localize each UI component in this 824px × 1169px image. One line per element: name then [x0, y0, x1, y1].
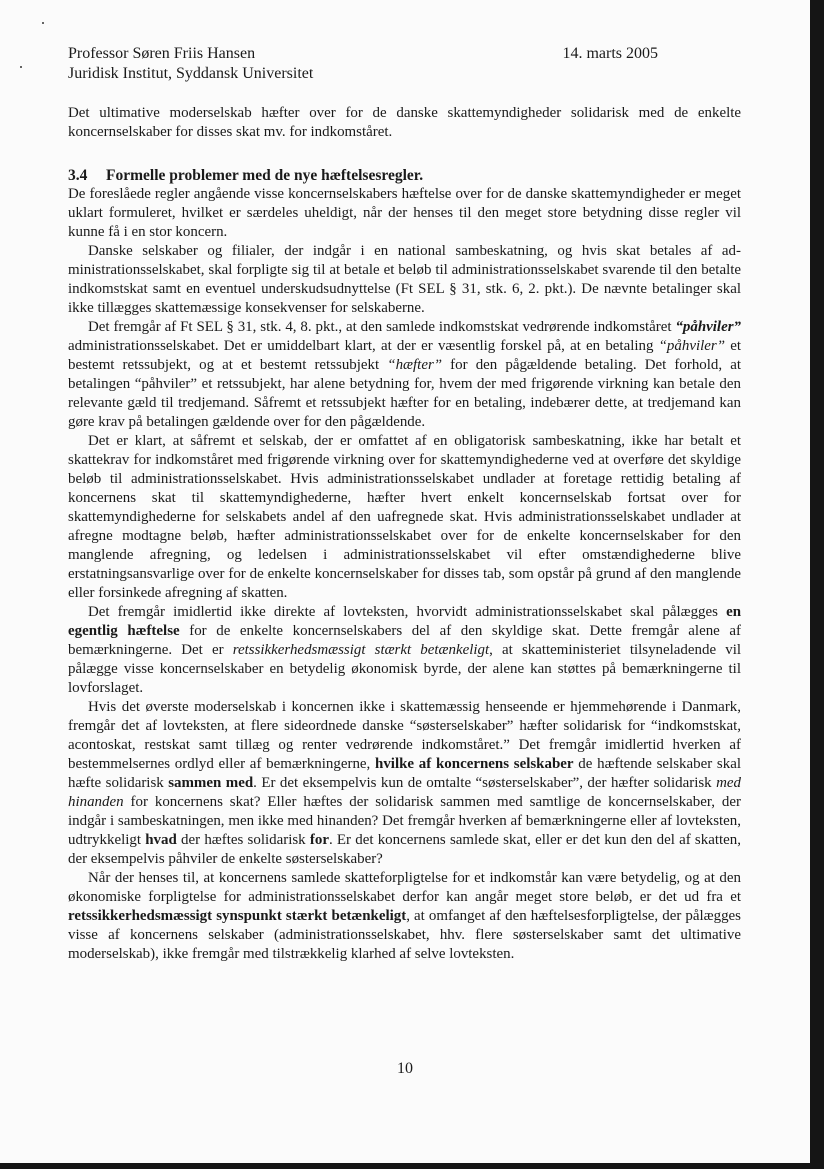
- header-institution: Juridisk Institut, Syddansk Universitet: [68, 65, 314, 82]
- text-run: for de enkelte koncernselskabers del af den skyldige skat. Dette fremgår alene af bemærkningerne. Det er: [68, 623, 741, 658]
- paragraph-5: [68, 603, 741, 698]
- bold-text: hvad: [145, 832, 177, 848]
- paragraph-6: [68, 698, 741, 869]
- bold-text: sammen med: [168, 775, 254, 791]
- text-run: . Er det koncernens samlede skat, eller er det kun den del af skatten, der eksempelvis påhviler de enkelte søsterselskaber?: [68, 832, 741, 867]
- emphasis-text: “hæfter”: [387, 357, 443, 373]
- text-run: . Er det eksempelvis kun de omtalte “søsterselskaber”, der hæfter solidarisk: [253, 775, 717, 791]
- text-run: Det fremgår imidlertid ikke direkte af lovteksten, hvorvidt administrationsselskabet skal pålægges: [88, 604, 727, 620]
- text-run: for koncernens skat? Eller hæftes der solidarisk sammen med samtlige de koncernselskaber, der indgår i sambeskatningen, men ikke med hinanden? Det fremgår hverken af bemærkningerne eller af lovteksten, udtrykkeligt: [68, 794, 741, 848]
- emphasis-text: “påhviler”: [658, 338, 726, 354]
- header-left: [68, 44, 313, 84]
- emphasis-text: “påhviler”: [675, 319, 741, 335]
- scan-border-bottom: [0, 1163, 824, 1169]
- bold-text: en egentlig hæftelse: [68, 604, 741, 639]
- header-date: 14. marts 2005: [562, 45, 658, 62]
- text-run: , at skatteministeriet tilsyneladende vil pålægge visse koncernselskaber en betydelig økonomisk byrde, der alene kan støttes på bemærkningerne til lovforslaget.: [68, 642, 741, 696]
- page-number: 10: [397, 1060, 413, 1077]
- section-title: Formelle problemer med de nye hæftelsesregler.: [106, 167, 424, 184]
- scan-speck: [20, 66, 22, 68]
- paragraph-2: Danske selskaber og filialer, der indgår i en national sambeskatning, og hvis skat betales af administrationsselskabet, skal forpligte sig til at betale et beløb til administrationsselskabet svarende til den betalte indkomstskat samt en eventuel underskudsudnyttelse (Ft SEL § 31, stk. 6, 2. pkt.). De nævnte betalinger skal ikke tillægges skattemæssige konsekvenser for selskaberne.: [68, 243, 741, 316]
- section-number: 3.4: [68, 167, 88, 184]
- text-run: et bestemt retssubjekt, og at et bestemt retssubjekt: [68, 338, 741, 373]
- text-run: for den pågældende betaling. Det forhold, at betalingen “påhviler” et retssubjekt, har alene betydning for, hvem der med frigørende virkning kan betale den relevante gæld til tredjemand. Såfremt et retssubjekt hæfter for en betaling, indebærer dette, at tredjemand kan gøre krav på betalingen gældende over for den pågældende.: [68, 357, 741, 430]
- emphasis-text: retssikkerhedsmæssigt stærkt betænkeligt: [232, 642, 490, 658]
- text-run: Hvis det øverste moderselskab i koncernen ikke i skattemæssig henseende er hjemmehørende i Danmark, fremgår det af lovteksten, at flere sideordnede danske “søsterselskaber” hæfter solidarisk for “indkomstskat, acontoskat, restskat samt tillæg og renter vedrørende indkomståret.” Det fremgår imidlertid hverken af bestemmelsernes ordlyd eller af bemærkningerne,: [68, 699, 741, 772]
- paragraph-7: [68, 869, 741, 964]
- text-run: Når der henses til, at koncernens samlede skatteforpligtelse for et indkomstår kan være betydelig, og at den økonomiske forpligtelse for administrationsselskabet derfor kan angår meget store beløb, er det ud fra et: [68, 870, 741, 905]
- document-body: [68, 104, 741, 964]
- emphasis-text: med hinanden: [68, 775, 741, 810]
- paragraph-4: Det er klart, at såfremt et selskab, der er omfattet af en obligatorisk sambeskatning, ikke har betalt et skattekrav for indkomståret med frigørende virkning over for skattemyndighederne ved at overføre det skyldige beløb til administrationsselskabet. Hvis administrationsselskabet undlader at foretage rettidig betaling af koncernens skat til skattemyndighederne, hæfter hvert enkelt koncernselskab fortsat over for skattemyndighederne for selskabets andel af den uafregnede skat. Hvis administrationsselskabet undlader at afregne modtagne beløb, hæfter administrationsselskabet over for de enkelte koncernselskaber for den manglende afregning, og ledelsen i administrationsselskabet vil efter omstændighederne blive erstatningsansvarlige over for de enkelte koncernselskaber for disses tab, som opstår på grund af den manglende eller forsinkede afregning af skatten.: [68, 433, 741, 601]
- paragraph-1: De foreslåede regler angående visse koncernselskabers hæftelse over for de danske skattemyndigheder er meget uklart formuleret, hvilket er særdeles uheldigt, når der henses til den meget store betydning disse regler vil kunne få i en stor koncern.: [68, 186, 741, 240]
- bold-text: retssikkerhedsmæssigt synspunkt stærkt betænkeligt: [68, 908, 407, 924]
- text-run: , at omfanget af den hæftelsesforpligtelse, der pålægges visse af koncernens selskaber (administrationsselskabet, hhv. flere søsterselskaber samt det ultimative moderselskab), ikke fremgår med tilstrækkelig klarhed af selve lovteksten.: [68, 908, 741, 962]
- scan-border-right: [810, 0, 824, 1169]
- text-run: Det fremgår af Ft SEL § 31, stk. 4, 8. pkt., at den samlede indkomstskat vedrørende indkomståret: [88, 319, 676, 335]
- header-author: Professor Søren Friis Hansen: [68, 45, 256, 62]
- text-run: der hæftes solidarisk: [176, 832, 310, 848]
- paragraph-3: [68, 318, 741, 432]
- bold-text: hvilke af koncernens selskaber: [375, 756, 574, 772]
- text-run: administrationsselskabet. Det er umiddelbart klart, at der er væsentlig forskel på, at en betaling: [68, 338, 659, 354]
- section-heading: [68, 166, 741, 185]
- text-run: de hæftende selskaber skal hæfte solidarisk: [68, 756, 741, 791]
- bold-text: for: [309, 832, 329, 848]
- intro-paragraph: Det ultimative moderselskab hæfter over for de danske skattemyndigheder solidarisk med de enkelte koncernselskaber for disses skat mv. for indkomståret.: [68, 105, 741, 140]
- scan-speck: [42, 22, 44, 24]
